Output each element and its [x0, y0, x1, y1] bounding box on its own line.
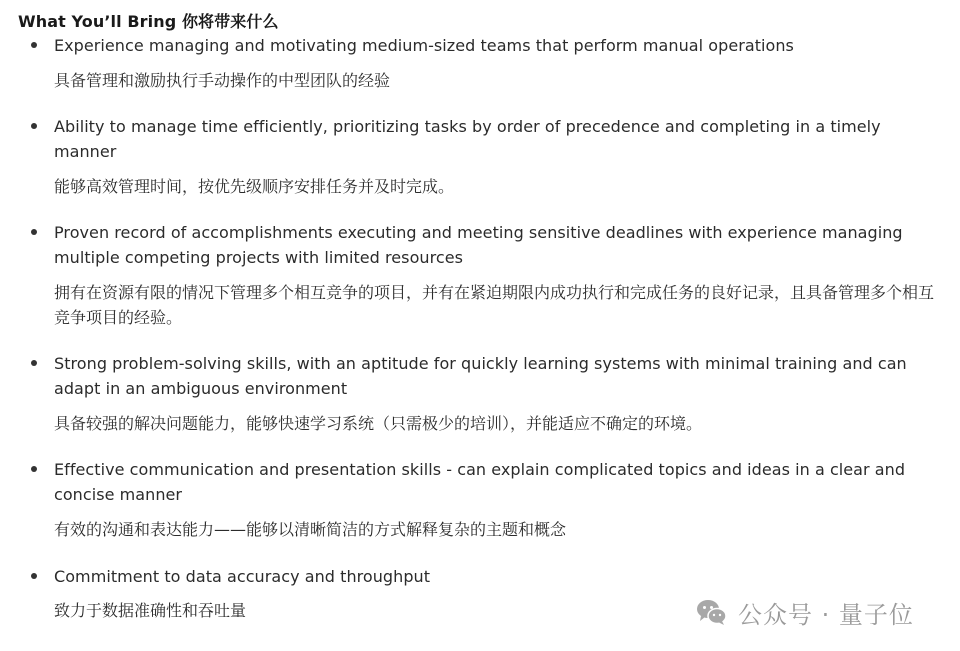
wechat-icon	[694, 594, 730, 630]
watermark-text: 公众号 · 量子位	[738, 600, 914, 629]
item-english-text: Ability to manage time efficiently, prioritizing tasks by order of precedence and completing in a timely manner	[54, 117, 881, 161]
watermark	[694, 594, 914, 630]
item-english-text: Effective communication and presentation skills - can explain complicated topics and ideas in a clear and concise manner	[54, 460, 906, 504]
bullet-icon	[31, 229, 37, 235]
item-chinese-text: 拥有在资源有限的情况下管理多个相互竞争的项目，并有在紧迫期限内成功执行和完成任务的良好记录，且具备管理多个相互竞争项目的经验。	[54, 283, 935, 327]
item-chinese-text: 致力于数据准确性和吞吐量	[54, 601, 247, 620]
item-english-text: Strong problem-solving skills, with an aptitude for quickly learning systems with minimal training and can adapt in an ambiguous environment	[54, 354, 907, 398]
item-english-text: Proven record of accomplishments executing and meeting sensitive deadlines with experience managing multiple competing projects with limited resources	[54, 223, 903, 267]
bullet-icon	[31, 466, 37, 472]
bullet-icon	[31, 123, 37, 129]
bullet-icon	[31, 42, 37, 48]
bullet-icon	[31, 360, 37, 366]
item-chinese-text: 有效的沟通和表达能力——能够以清晰简洁的方式解释复杂的主题和概念	[54, 520, 567, 539]
item-english-text: Commitment to data accuracy and throughput	[54, 567, 431, 586]
item-chinese-text: 具备管理和激励执行手动操作的中型团队的经验	[54, 71, 391, 90]
item-chinese-text: 能够高效管理时间，按优先级顺序安排任务并及时完成。	[54, 177, 455, 196]
section-heading: What You’ll Bring 你将带来什么	[18, 12, 279, 31]
bullet-icon	[31, 573, 37, 579]
item-chinese-text: 具备较强的解决问题能力，能够快速学习系统（只需极少的培训），并能适应不确定的环境。	[54, 414, 703, 433]
item-english-text: Experience managing and motivating medium-sized teams that perform manual operations	[54, 36, 794, 55]
